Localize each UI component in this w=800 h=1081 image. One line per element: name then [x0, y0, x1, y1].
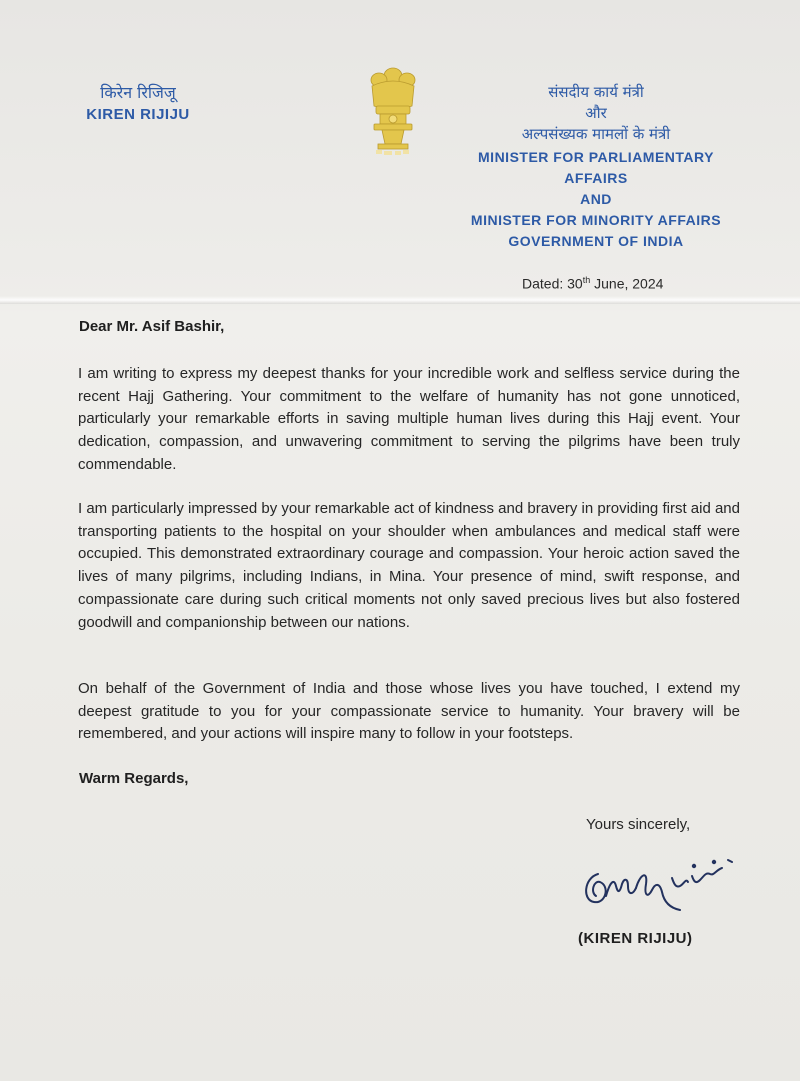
- letter-date: [522, 275, 663, 292]
- paragraph-2: I am particularly impressed by your remarkable act of kindness and bravery in providing first aid and transporting patients to the hospital on your shoulder when ambulances and medical staff were occupied. This demonstrated extraordinary courage and compassion. Your heroic action saved the lives of many pilgrims, including Indians, in Mina. Your presence of mind, swift response, and compassionate care during such critical moments not only saved precious lives but also fostered goodwill and companionship between our nations.: [78, 500, 740, 631]
- signer-name: (KIREN RIJIJU): [578, 930, 693, 947]
- salutation: Dear Mr. Asif Bashir,: [79, 318, 225, 335]
- title-english-and: AND: [580, 191, 612, 207]
- government-of-india: GOVERNMENT OF INDIA: [508, 233, 684, 249]
- date-label: Dated: 30: [522, 275, 583, 292]
- date-rest: June, 2024: [590, 275, 664, 292]
- sign-off: Yours sincerely,: [586, 816, 691, 833]
- title-hindi-parliamentary: संसदीय कार्य मंत्री: [548, 83, 644, 101]
- name-english: KIREN RIJIJU: [86, 106, 190, 123]
- title-hindi-minority: अल्पसंख्यक मामलों के मंत्री: [521, 125, 671, 143]
- name-hindi: किरेन रिजिजू: [100, 83, 176, 102]
- paper-fold-line: [0, 296, 800, 304]
- title-english-parliamentary: MINISTER FOR PARLIAMENTARY: [478, 149, 714, 165]
- title-hindi-and: और: [585, 104, 607, 122]
- paragraph-3: On behalf of the Government of India and those whose lives you have touched, I extend my deepest gratitude to you for your compassionate service to humanity. Your bravery will be remembered, and your actions will inspire many to follow in your footsteps.: [78, 680, 740, 743]
- handwritten-signature-icon: [576, 852, 746, 922]
- letterhead-left: [58, 82, 218, 126]
- title-english-affairs: AFFAIRS: [564, 170, 628, 186]
- closing: Warm Regards,: [79, 770, 189, 787]
- date-superscript: th: [582, 275, 591, 285]
- paragraph-1: I am writing to express my deepest thanks for your incredible work and selfless service during the recent Hajj Gathering. Your commitment to the welfare of humanity has not gone unnoticed, particularly your remarkable efforts in saving multiple human lives during this Hajj event. Your dedication, compassion, and unwavering commitment to serving the pilgrims have been truly commendable.: [78, 365, 740, 473]
- title-english-minority: MINISTER FOR MINORITY AFFAIRS: [470, 212, 722, 228]
- national-emblem-icon: [362, 62, 424, 160]
- letterhead-right: [460, 82, 732, 252]
